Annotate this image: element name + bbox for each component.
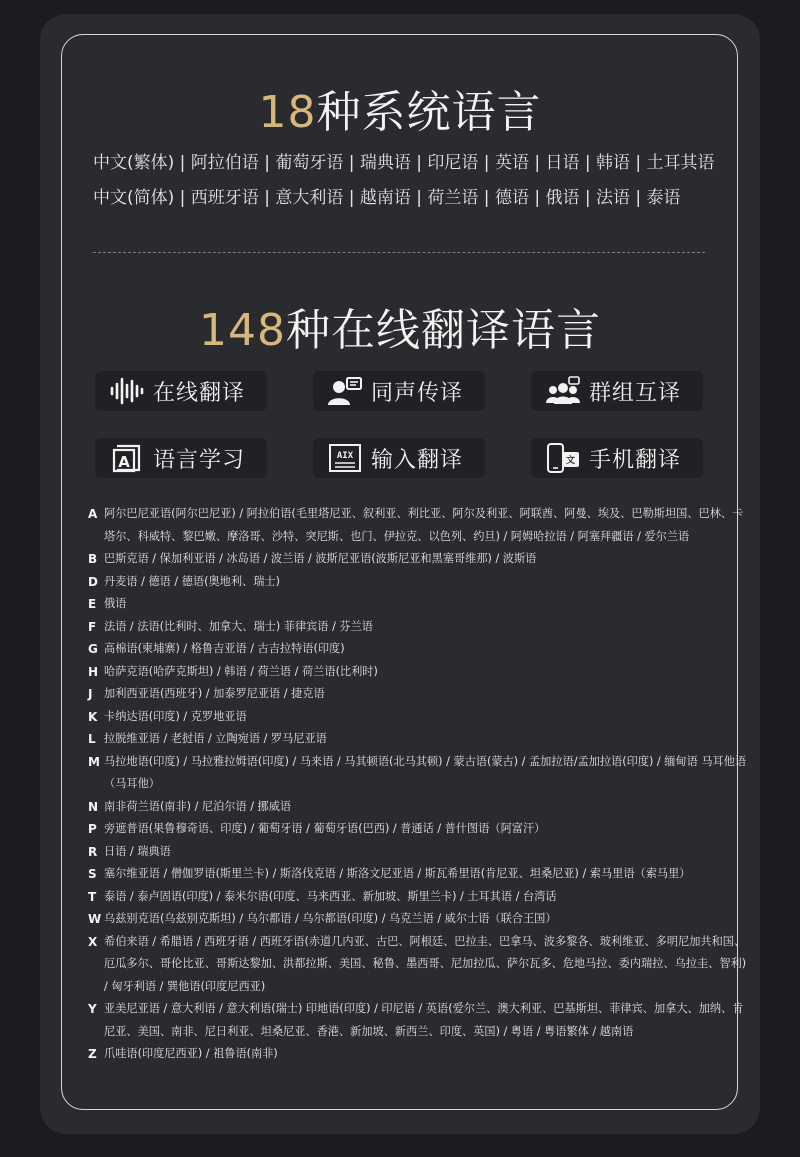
list-item	[88, 571, 748, 594]
system-languages-line-2: 中文(简体) | 西班牙语 | 意大利语 | 越南语 | 荷兰语 | 德语 | 俄语 | 法语 | 泰语	[93, 188, 681, 208]
feature-group-translate	[531, 371, 703, 411]
feature-label: 在线翻译	[153, 380, 246, 406]
list-item	[88, 908, 748, 931]
index-languages: 高棉语(柬埔寨) / 格鲁吉亚语 / 古吉拉特语(印度)	[104, 642, 345, 655]
online-languages-label: 种在线翻译语言	[285, 305, 601, 356]
index-languages: 塞尔维亚语 / 僧伽罗语(斯里兰卡) / 斯洛伐克语 / 斯洛文尼亚语 / 斯瓦希里语(肯尼亚、坦桑尼亚) / 索马里语（索马里）	[104, 867, 691, 880]
index-languages: 巴斯克语 / 保加利亚语 / 冰岛语 / 波兰语 / 波斯尼亚语(波斯尼亚和黑塞哥维那) / 波斯语	[104, 552, 537, 565]
index-letter: B	[88, 552, 98, 566]
letter-a-book-icon	[109, 442, 145, 474]
index-languages: 南非荷兰语(南非) / 尼泊尔语 / 挪威语	[104, 799, 292, 813]
index-letter: F	[88, 619, 97, 634]
list-item	[88, 931, 748, 999]
list-item	[88, 863, 748, 886]
index-languages: 法语 / 法语(比利时、加拿大、瑞士) 菲律宾语 / 芬兰语	[104, 619, 373, 633]
index-languages: 旁遮普语(果鲁穆奇语、印度) / 葡萄牙语 / 葡萄牙语(巴西) / 普通话 / 普什图语（阿富汗）	[104, 822, 546, 835]
index-languages: 丹麦语 / 德语 / 德语(奥地利、瑞士)	[104, 574, 280, 588]
index-languages: 卡纳达语(印度) / 克罗地亚语	[104, 709, 247, 723]
ai-text-icon	[327, 442, 363, 474]
list-item	[88, 728, 748, 751]
index-languages: 日语 / 瑞典语	[104, 844, 171, 858]
list-item	[88, 503, 748, 548]
feature-language-learning	[95, 438, 267, 478]
svg-text:文: 文	[565, 456, 576, 466]
index-languages: 亚美尼亚语 / 意大利语 / 意大利语(瑞士) 印地语(印度) / 印尼语 / 英语(爱尔兰、澳大利亚、巴基斯坦、菲律宾、加拿大、加纳、肯尼亚、美国、南非、尼日利亚、坦桑尼亚、香港、新加坡、新西兰、印度、英国) / 粤语 / 粤语繁体 / 越南语	[104, 1002, 744, 1038]
list-item	[88, 796, 748, 819]
waveform-icon	[109, 375, 145, 407]
feature-phone-translate	[531, 438, 703, 478]
feature-simultaneous-interpretation	[313, 371, 485, 411]
system-languages-line-1: 中文(繁体) | 阿拉伯语 | 葡萄牙语 | 瑞典语 | 印尼语 | 英语 | 日语 | 韩语 | 土耳其语	[93, 153, 715, 173]
feature-label: 群组互译	[589, 380, 682, 406]
list-item	[88, 841, 748, 864]
index-languages: 拉脱维亚语 / 老挝语 / 立陶宛语 / 罗马尼亚语	[104, 732, 327, 745]
index-languages: 俄语	[104, 597, 127, 610]
feature-online-translate	[95, 371, 267, 411]
index-letter: M	[88, 754, 100, 769]
list-item	[88, 616, 748, 639]
system-languages-label: 种系统语言	[316, 87, 542, 138]
feature-label: 输入翻译	[371, 447, 464, 473]
online-translation-title	[0, 294, 800, 358]
feature-label: 手机翻译	[589, 447, 682, 473]
online-languages-count: 148	[199, 305, 286, 356]
list-item	[88, 548, 748, 571]
index-languages: 阿尔巴尼亚语(阿尔巴尼亚) / 阿拉伯语(毛里塔尼亚、叙利亚、利比亚、阿尔及利亚、阿联酋、阿曼、埃及、巴勒斯坦国、巴林、卡塔尔、科威特、黎巴嫩、摩洛哥、沙特、突尼斯、也门、伊拉克、以色列、约旦) / 阿姆哈拉语 / 阿塞拜疆语 / 爱尔兰语	[104, 507, 744, 543]
list-item	[88, 661, 748, 684]
index-letter: G	[88, 642, 98, 656]
language-index	[88, 503, 748, 1066]
index-letter: A	[88, 507, 98, 521]
index-languages: 乌兹别克语(乌兹别克斯坦) / 乌尔都语 / 乌尔都语(印度) / 乌克兰语 / 威尔士语（联合王国）	[104, 912, 557, 925]
index-letter: E	[88, 597, 97, 611]
index-letter: W	[88, 912, 102, 926]
index-languages: 希伯来语 / 希腊语 / 西班牙语 / 西班牙语(赤道几内亚、古巴、阿根廷、巴拉圭、巴拿马、波多黎各、玻利维亚、多明尼加共和国、厄瓜多尔、哥伦比亚、哥斯达黎加、洪都拉斯、美国、秘鲁、墨西哥、尼加拉瓜、萨尔瓦多、危地马拉、委内瑞拉、乌拉圭、智利) / 匈牙利语 / 巽他语(印度尼西亚)	[104, 934, 747, 993]
list-item	[88, 638, 748, 661]
speaker-presentation-icon	[327, 375, 363, 407]
index-letter: X	[88, 934, 98, 949]
system-languages-title	[0, 76, 800, 140]
list-item	[88, 706, 748, 729]
index-letter: Y	[88, 1002, 97, 1016]
index-letter: D	[88, 574, 98, 589]
index-letter: K	[88, 709, 98, 724]
index-letter: N	[88, 799, 99, 814]
index-letter: T	[88, 889, 97, 904]
group-chat-icon	[545, 375, 581, 407]
feature-label: 同声传译	[371, 380, 464, 406]
list-item	[88, 593, 748, 616]
svg-text:A: A	[118, 453, 130, 471]
index-letter: J	[88, 687, 93, 701]
list-item	[88, 818, 748, 841]
index-letter: H	[88, 664, 99, 679]
index-letter: P	[88, 822, 97, 836]
system-languages-count: 18	[258, 87, 317, 138]
index-languages: 爪哇语(印度尼西亚) / 祖鲁语(南非)	[104, 1047, 278, 1060]
svg-text:AIX: AIX	[336, 451, 354, 461]
index-letter: L	[88, 732, 96, 746]
list-item	[88, 886, 748, 909]
index-letter: R	[88, 844, 98, 859]
list-item	[88, 998, 748, 1043]
feature-input-translate	[313, 438, 485, 478]
index-letter: Z	[88, 1047, 97, 1061]
index-languages: 哈萨克语(哈萨克斯坦) / 韩语 / 荷兰语 / 荷兰语(比利时)	[104, 664, 378, 678]
phone-translate-icon	[545, 442, 581, 474]
index-letter: S	[88, 867, 97, 881]
list-item	[88, 751, 748, 796]
index-languages: 加利西亚语(西班牙) / 加泰罗尼亚语 / 捷克语	[104, 687, 325, 700]
dashed-divider	[93, 252, 705, 253]
list-item	[88, 683, 748, 706]
list-item	[88, 1043, 748, 1066]
feature-label: 语言学习	[153, 447, 246, 473]
index-languages: 泰语 / 泰卢固语(印度) / 泰米尔语(印度、马来西亚、新加坡、斯里兰卡) / 土耳其语 / 台湾话	[104, 889, 557, 903]
index-languages: 马拉地语(印度) / 马拉雅拉姆语(印度) / 马来语 / 马其顿语(北马其顿) / 蒙古语(蒙古) / 孟加拉语/孟加拉语(印度) / 缅甸语 马耳他语（马耳他）	[104, 754, 747, 790]
